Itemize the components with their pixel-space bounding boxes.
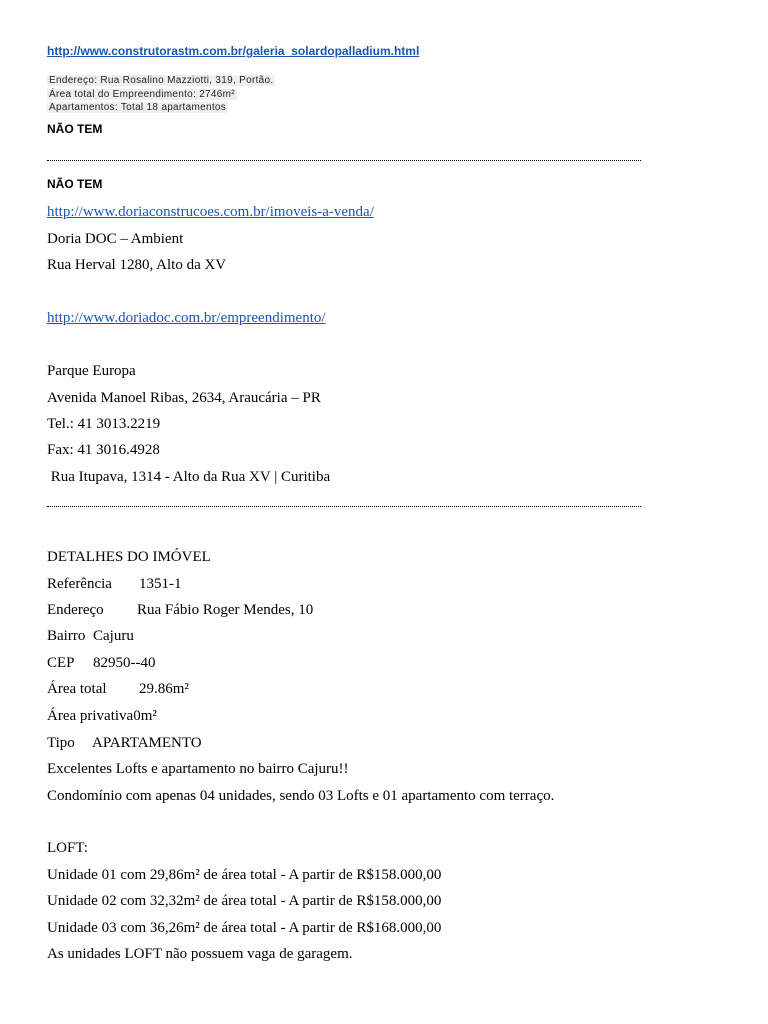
area-privativa-row bbox=[47, 708, 157, 725]
area-privativa-label: Área privativa bbox=[47, 708, 134, 724]
area-privativa-value: 0m² bbox=[133, 708, 157, 724]
loft-unit-03: Unidade 03 com 36,26m² de área total - A partir de R$168.000,00 bbox=[47, 920, 442, 936]
doria-construcoes-link[interactable]: http://www.doriaconstrucoes.com.br/imoveis-a-venda/ bbox=[47, 204, 374, 220]
dotted-separator-1 bbox=[47, 160, 641, 161]
area-total-row bbox=[47, 681, 189, 698]
tipo-row bbox=[47, 735, 202, 752]
tipo-label: Tipo bbox=[47, 735, 75, 751]
address-label: Endereço bbox=[47, 602, 104, 618]
area-total-label: Área total bbox=[47, 681, 107, 697]
reference-row bbox=[47, 576, 182, 593]
cep-value: 82950--40 bbox=[93, 655, 156, 671]
total-area-line: Área total do Empreendimento: 2746m² bbox=[49, 89, 235, 100]
parque-europa-name: Parque Europa bbox=[47, 363, 136, 379]
parque-europa-fax: Fax: 41 3016.4928 bbox=[47, 442, 160, 458]
area-total-value: 29.86m² bbox=[139, 681, 189, 697]
nao-tem-label-1: NÃO TEM bbox=[47, 122, 103, 136]
parque-europa-address: Avenida Manoel Ribas, 2634, Araucária – PR bbox=[47, 390, 321, 406]
tipo-value: APARTAMENTO bbox=[92, 735, 202, 751]
details-title: DETALHES DO IMÓVEL bbox=[47, 549, 211, 565]
loft-title: LOFT: bbox=[47, 840, 88, 856]
dotted-separator-2 bbox=[47, 506, 641, 507]
loft-unit-01: Unidade 01 com 29,86m² de área total - A partir de R$158.000,00 bbox=[47, 867, 442, 883]
bairro-row bbox=[47, 628, 134, 645]
bairro-value: Cajuru bbox=[93, 628, 134, 644]
solar-palladium-link[interactable]: http://www.construtorastm.com.br/galeria_solardopalladium.html bbox=[47, 44, 420, 58]
doria-name: Doria DOC – Ambient bbox=[47, 231, 184, 247]
address-value: Rua Fábio Roger Mendes, 10 bbox=[137, 602, 314, 618]
reference-label: Referência bbox=[47, 576, 112, 592]
doria-doc-link[interactable]: http://www.doriadoc.com.br/empreendimento/ bbox=[47, 310, 326, 326]
apartments-line: Apartamentos: Total 18 apartamentos bbox=[49, 102, 227, 113]
cep-label: CEP bbox=[47, 655, 75, 671]
nao-tem-label-2: NÃO TEM bbox=[47, 177, 103, 191]
parque-europa-address2: Rua Itupava, 1314 - Alto da Rua XV | Curitiba bbox=[47, 469, 331, 485]
reference-value: 1351-1 bbox=[139, 576, 182, 592]
description-line-1: Excelentes Lofts e apartamento no bairro Cajuru!! bbox=[47, 761, 349, 777]
description-line-2: Condomínio com apenas 04 unidades, sendo 03 Lofts e 01 apartamento com terraço. bbox=[47, 788, 555, 804]
doria-address: Rua Herval 1280, Alto da XV bbox=[47, 257, 227, 273]
bairro-label: Bairro bbox=[47, 628, 86, 644]
address-row bbox=[47, 602, 313, 619]
loft-note: As unidades LOFT não possuem vaga de garagem. bbox=[47, 946, 353, 962]
parque-europa-tel: Tel.: 41 3013.2219 bbox=[47, 416, 161, 432]
address-line: Endereço: Rua Rosalino Mazziotti, 319, Portão. bbox=[49, 75, 274, 86]
cep-row bbox=[47, 655, 156, 672]
loft-unit-02: Unidade 02 com 32,32m² de área total - A partir de R$158.000,00 bbox=[47, 893, 442, 909]
